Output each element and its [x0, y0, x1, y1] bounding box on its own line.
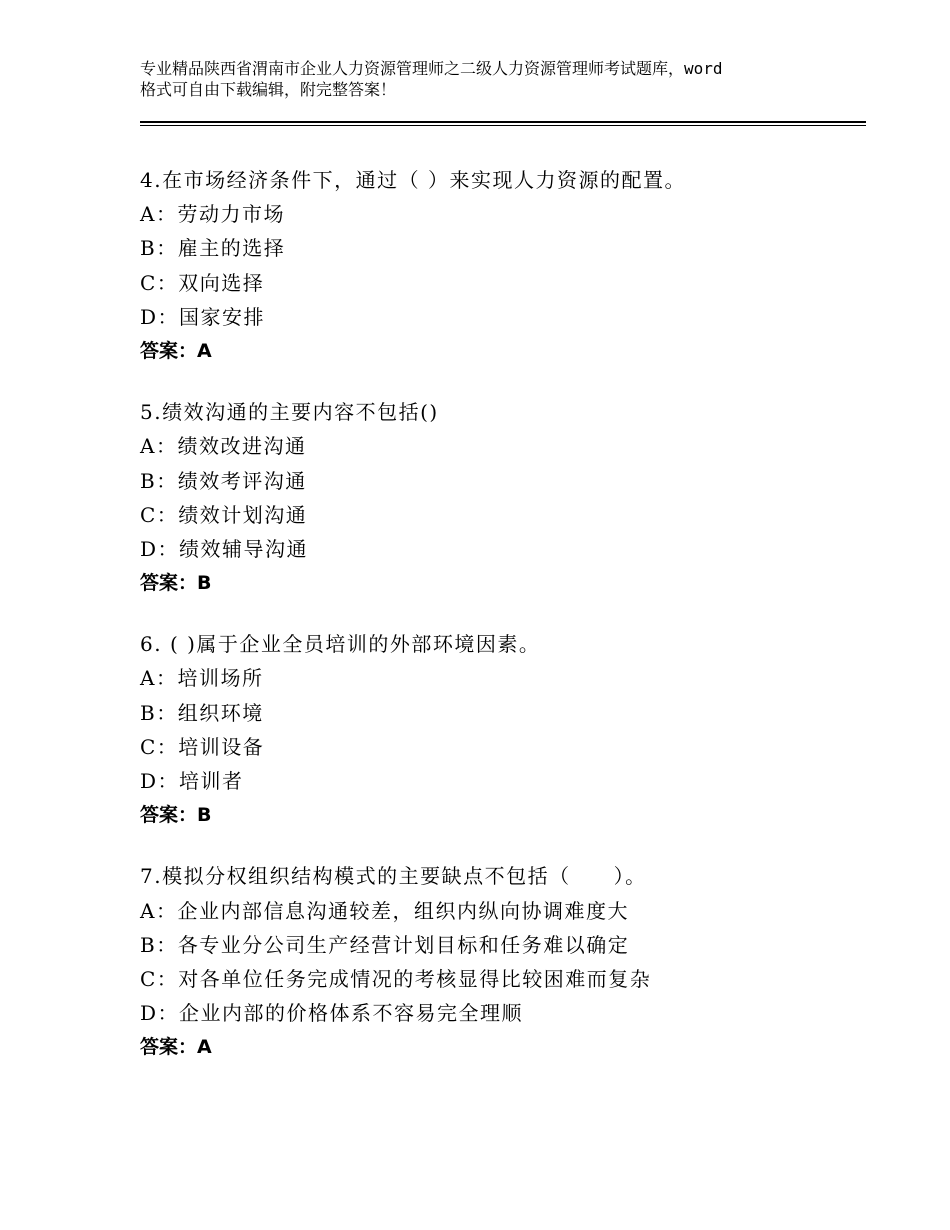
option-d: D：国家安排	[140, 304, 266, 329]
answer-line: 答案：A	[140, 339, 212, 362]
header-divider-thin	[140, 125, 866, 126]
answer-line: 答案：B	[140, 804, 212, 827]
answer-line: 答案：A	[140, 1036, 212, 1059]
option-a: A：企业内部信息沟通较差，组织内纵向协调难度大	[140, 898, 629, 923]
question-stem: 5.绩效沟通的主要内容不包括()	[140, 400, 439, 425]
header-divider-thick	[140, 121, 866, 123]
option-c: C：对各单位任务完成情况的考核显得比较困难而复杂	[140, 966, 652, 991]
question-item	[140, 627, 880, 832]
question-stem: 4.在市场经济条件下，通过（ ）来实现人力资源的配置。	[140, 168, 686, 192]
question-item	[140, 859, 880, 1064]
question-item	[140, 395, 880, 600]
option-b: B：组织环境	[140, 700, 264, 725]
question-item	[140, 163, 880, 368]
option-c: C：培训设备	[140, 734, 265, 759]
option-b: B：绩效考评沟通	[140, 468, 307, 493]
question-stem: 7.模拟分权组织结构模式的主要缺点不包括（ ）。	[140, 864, 647, 889]
option-a: A：培训场所	[140, 666, 264, 691]
answer-line: 答案：B	[140, 572, 212, 595]
option-d: D：企业内部的价格体系不容易完全理顺	[140, 1001, 524, 1026]
option-d: D：绩效辅导沟通	[140, 536, 309, 561]
header-line-1: 专业精品陕西省渭南市企业人力资源管理师之二级人力资源管理师考试题库，word	[140, 59, 723, 78]
option-b: B：雇主的选择	[140, 236, 286, 261]
question-stem: 6. ( )属于企业全员培训的外部环境因素。	[140, 632, 541, 657]
option-b: B：各专业分公司生产经营计划目标和任务难以确定	[140, 932, 630, 957]
option-c: C：双向选择	[140, 270, 265, 295]
option-a: A：劳动力市场	[140, 202, 285, 227]
option-a: A：绩效改进沟通	[140, 434, 307, 459]
question-list	[140, 163, 880, 1092]
option-d: D：培训者	[140, 769, 244, 793]
option-c: C：绩效计划沟通	[140, 502, 308, 527]
header-line-2: 格式可自由下载编辑，附完整答案！	[140, 80, 397, 99]
document-header	[140, 58, 840, 100]
